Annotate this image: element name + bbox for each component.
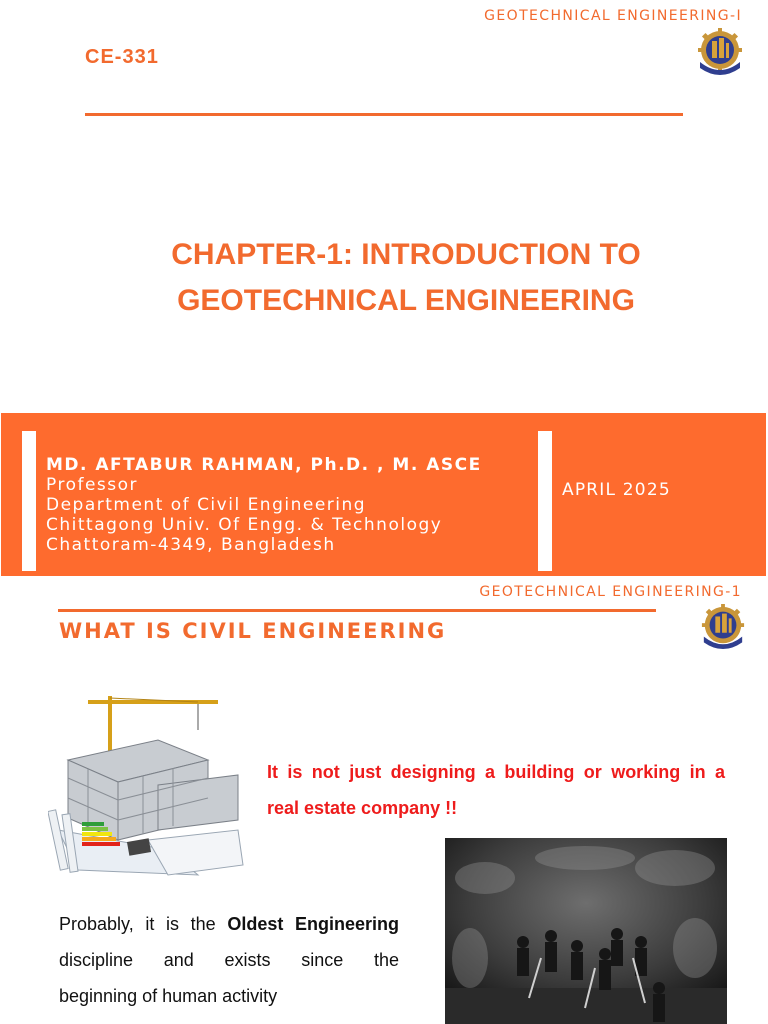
author-name: MD. AFTABUR RAHMAN, Ph.D. , M. ASCE (46, 455, 482, 475)
emphasis-statement-line-2: real estate company !! (267, 798, 458, 818)
band-middle-bar (538, 431, 552, 571)
course-code: CE-331 (85, 46, 159, 68)
band-left-bar (22, 431, 36, 571)
building-construction-illustration (48, 690, 246, 880)
title-divider (85, 113, 683, 116)
author-university: Chittagong Univ. Of Engg. & Technology (46, 515, 443, 535)
header-course-tag-2: GEOTECHNICAL ENGINEERING-1 (479, 584, 742, 600)
author-address: Chattoram-4349, Bangladesh (46, 535, 336, 555)
body-paragraph (59, 906, 399, 1014)
emphasis-statement (267, 754, 725, 826)
emphasis-statement-line-1: It is not just designing a building or working in a (267, 762, 725, 782)
body-line-1-bold: Oldest Engineering (227, 914, 399, 934)
author-position: Professor (46, 475, 139, 495)
section-divider (58, 609, 656, 612)
university-gear-emblem-icon (700, 604, 746, 650)
presentation-date: APRIL 2025 (562, 480, 671, 500)
tunnel-workers-photo (445, 838, 727, 1024)
body-line-2: discipline and exists since the (59, 950, 399, 970)
university-gear-emblem-icon (696, 28, 744, 76)
section-title: WHAT IS CIVIL ENGINEERING (59, 619, 447, 643)
body-line-1 (59, 906, 399, 942)
chapter-title-line-1: CHAPTER-1: INTRODUCTION TO (171, 238, 641, 271)
author-info (46, 455, 482, 555)
header-course-tag: GEOTECHNICAL ENGINEERING-I (484, 8, 742, 24)
chapter-title-line-2: GEOTECHNICAL ENGINEERING (177, 284, 635, 317)
chapter-title (120, 232, 692, 324)
body-line-1-prefix: Probably, it is the (59, 914, 228, 934)
body-line-3: beginning of human activity (59, 986, 278, 1006)
author-department: Department of Civil Engineering (46, 495, 367, 515)
